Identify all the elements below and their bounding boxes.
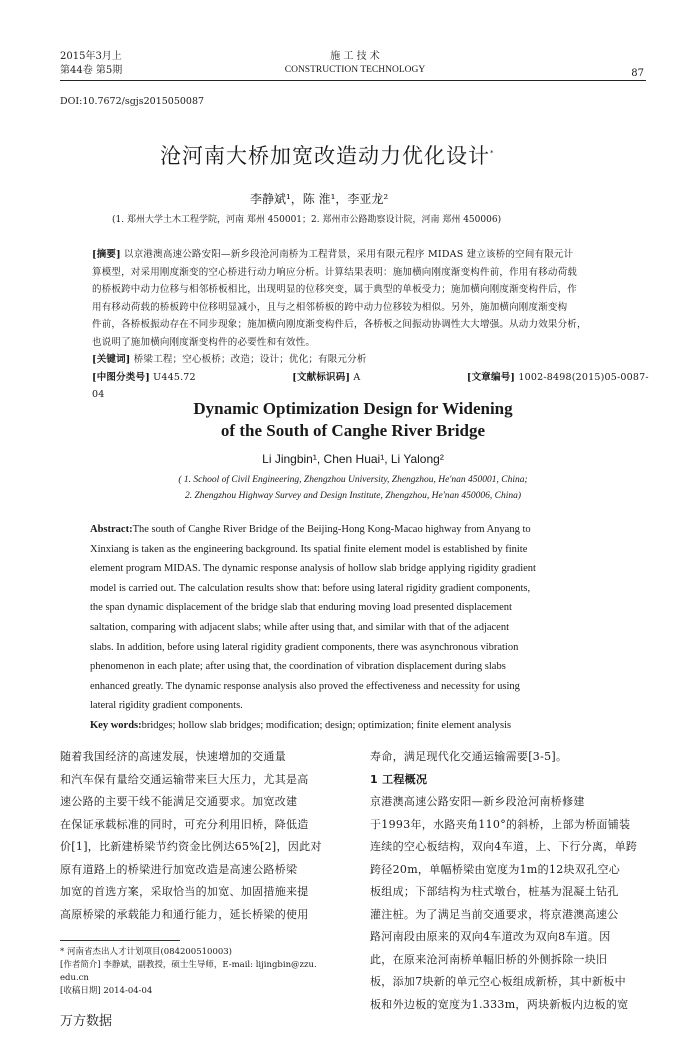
authors-cn: 李静斌¹，陈 淮¹，李亚龙² bbox=[250, 192, 389, 206]
abstract-cn bbox=[92, 246, 652, 404]
page-number: 87 bbox=[631, 68, 644, 79]
author-bio-cont: edu.cn bbox=[60, 973, 89, 983]
title-cn-text: 沧河南大桥加宽改造动力优化设计 bbox=[160, 144, 490, 168]
body-line: 板和外边板的宽度为1.333m，两块新板内边板的宽 bbox=[370, 997, 629, 1011]
abstract-en-line: The south of Canghe River Bridge of the Beijing-Hong Kong-Macao highway from Anyang to bbox=[132, 524, 531, 535]
body-line: 和汽车保有量给交通运输带来巨大压力，尤其是高 bbox=[60, 772, 309, 786]
abstract-en-line: element program MIDAS. The dynamic response analysis of hollow slab bridge applying rigidity gradient bbox=[90, 563, 536, 575]
body-line: 在保证承载标准的同时，可充分利用旧桥，降低造 bbox=[60, 817, 309, 831]
abstract-en-line: the span dynamic displacement of the bridge slab that enduring moving load presented displacement bbox=[90, 602, 512, 614]
keywords-en: bridges; hollow slab bridges; modification; design; optimization; finite element analysis bbox=[141, 719, 512, 731]
abstract-en-line: enhanced greatly. The dynamic response analysis also proved the effectiveness and necessity for using bbox=[90, 680, 520, 692]
abstract-cn-line: 算模型，对采用刚度渐变的空心桥进行动力响应分析。计算结果表明：施加横向刚度渐变构件前，作用有移动荷载 bbox=[92, 266, 578, 278]
author-bio: [作者简介] 李静斌，副教授，硕士生导师，E-mail: lijingbin@zzu. bbox=[60, 960, 317, 970]
abstract-en-line: Xinxiang is taken as the engineering background. Its spatial finite element model is established by finite bbox=[90, 543, 528, 555]
abstract-en-label: Abstract: bbox=[90, 524, 133, 535]
body-line: 连续的空心板结构，双向4车道，上、下行分离，单跨 bbox=[370, 840, 638, 853]
abstract-cn-line: 的桥板跨中动力位移与相邻桥板相比，出现明显的位移突变，属于典型的单板受力；施加横向刚度渐变构件后，作 bbox=[92, 284, 578, 295]
body-right-column bbox=[370, 746, 650, 1016]
title-cn bbox=[160, 140, 495, 170]
abstract-en-line: lateral rigidity gradient components. bbox=[90, 700, 243, 712]
section-heading: 1 工程概况 bbox=[370, 772, 428, 786]
affiliation-en-line: 2. Zhengzhou Highway Survey and Design Institute, Zhengzhou, He'nan 450006, China) bbox=[184, 491, 522, 501]
watermark-text: 万方数据 bbox=[60, 1014, 113, 1029]
footnote-rule bbox=[60, 940, 180, 941]
body-line: 寿命，满足现代化交通运输需要[3-5]。 bbox=[370, 750, 568, 763]
issue-date: 2015年3月上 bbox=[60, 51, 122, 62]
affiliations-en bbox=[60, 472, 646, 504]
body-line: 京港澳高速公路安阳—新乡段沧河南桥修建 bbox=[370, 795, 585, 808]
doc-code-label: [文献标识码] bbox=[292, 371, 351, 383]
abstract-cn-line: 用有移动荷载的桥板跨中位移明显减小，且与之相邻桥板的跨中动力位移较为相似。另外，施加横向刚度渐变构 bbox=[92, 301, 568, 313]
body-line: 加宽的首选方案，采取恰当的加宽、加固措施来提 bbox=[60, 885, 309, 898]
body-line: 跨径20m，单幅桥梁由宽度为1m的12块双孔空心 bbox=[370, 862, 621, 876]
doc-code: A bbox=[353, 371, 361, 383]
clc-label: [中图分类号] bbox=[92, 371, 150, 383]
journal-name-en: CONSTRUCTION TECHNOLOGY bbox=[284, 65, 426, 75]
body-line: 高原桥梁的承载能力和通行能力，延长桥梁的使用 bbox=[60, 907, 309, 921]
abstract-cn-line: 也说明了施加横向刚度渐变构件的必要性和有效性。 bbox=[92, 336, 316, 348]
body-line: 随着我国经济的高速发展，快速增加的交通量 bbox=[60, 750, 286, 763]
title-footnote-mark: * bbox=[490, 149, 495, 157]
body-left-column bbox=[60, 746, 352, 926]
abstract-en-line: model is carried out. The calculation results show that: before using lateral rigidity gradient components, bbox=[90, 582, 531, 594]
volume-issue: 第44卷 第5期 bbox=[60, 65, 123, 76]
body-line: 路河南段由原来的双向4车道改为双向8车道。因 bbox=[370, 930, 611, 943]
keywords-en-label: Key words: bbox=[90, 719, 142, 731]
body-line: 速公路的主要干线不能满足交通要求。加宽改建 bbox=[60, 795, 298, 808]
clc-number: U445.72 bbox=[153, 371, 196, 383]
body-line: 原有道路上的桥梁进行加宽改造是高速公路桥梁 bbox=[60, 862, 298, 876]
article-number: 1002-8498(2015)05-0087-04 bbox=[92, 371, 649, 400]
abstract-cn-label: [摘要] bbox=[92, 249, 121, 260]
abstract-en-line: phenomenon in each plate; after using that, the coordination of vibration displacement during slabs bbox=[90, 661, 506, 673]
body-line: 板组成；下部结构为柱式墩台，桩基为混凝土钻孔 bbox=[370, 885, 619, 898]
affiliations-cn: (1. 郑州大学土木工程学院，河南 郑州 450001；2. 郑州市公路勘察设计院，河南 郑州 450006) bbox=[112, 215, 502, 225]
header-rule bbox=[60, 80, 646, 81]
body-line: 于1993年，水路夹角110°的斜桥，上部为桥面铺装 bbox=[370, 817, 631, 831]
abstract-en bbox=[90, 520, 646, 736]
journal-name-cn: 施 工 技 术 bbox=[330, 51, 380, 62]
article-number-label: [文章编号] bbox=[466, 371, 516, 383]
keywords-cn: 桥梁工程；空心板桥；改造；设计；优化；有限元分析 bbox=[133, 354, 367, 365]
title-en bbox=[60, 398, 646, 442]
received-date: [收稿日期] 2014-04-04 bbox=[60, 986, 153, 996]
body-line: 板，添加7块新的单元空心板组成新桥，其中新板中 bbox=[370, 975, 626, 988]
body-line: 价[1]，比新建桥梁节约资金比例达65%[2]，因此对 bbox=[60, 840, 322, 853]
abstract-en-line: saltation, comparing with adjacent slabs; while after using that, and similar with that of the adjacent bbox=[90, 621, 510, 633]
keywords-cn-label: [关键词] bbox=[92, 354, 131, 365]
abstract-cn-line: 件前，各桥板振动存在不同步现象；施加横向刚度渐变构件后，各桥板之间振动协调性大大增强。从动力效果分析， bbox=[92, 319, 587, 330]
body-line: 灌注桩。为了满足当前交通要求，将京港澳高速公 bbox=[370, 907, 619, 921]
title-en-line: of the South of Canghe River Bridge bbox=[220, 421, 486, 440]
footnotes bbox=[60, 946, 352, 998]
authors-en: Li Jingbin¹, Chen Huai¹, Li Yalong² bbox=[262, 452, 444, 466]
abstract-cn-line: 以京港澳高速公路安阳—新乡段沧河南桥为工程背景，采用有限元程序 MIDAS 建立该桥的空间有限元计 bbox=[124, 249, 574, 260]
doi: DOI:10.7672/sgjs2015050087 bbox=[60, 96, 205, 107]
title-en-line: Dynamic Optimization Design for Widening bbox=[193, 399, 513, 418]
body-line: 此，在原来沧河南桥单幅旧桥的外侧拆除一块旧 bbox=[370, 952, 608, 966]
affiliation-en-line: ( 1. School of Civil Engineering, Zhengzhou University, Zhengzhou, He'nan 450001, China; bbox=[178, 475, 528, 485]
abstract-en-line: slabs. In addition, before using lateral rigidity gradient components, there was asynchronous vibration bbox=[90, 641, 519, 653]
funding-note: * 河南省杰出人才计划项目(084200510003) bbox=[60, 947, 232, 957]
